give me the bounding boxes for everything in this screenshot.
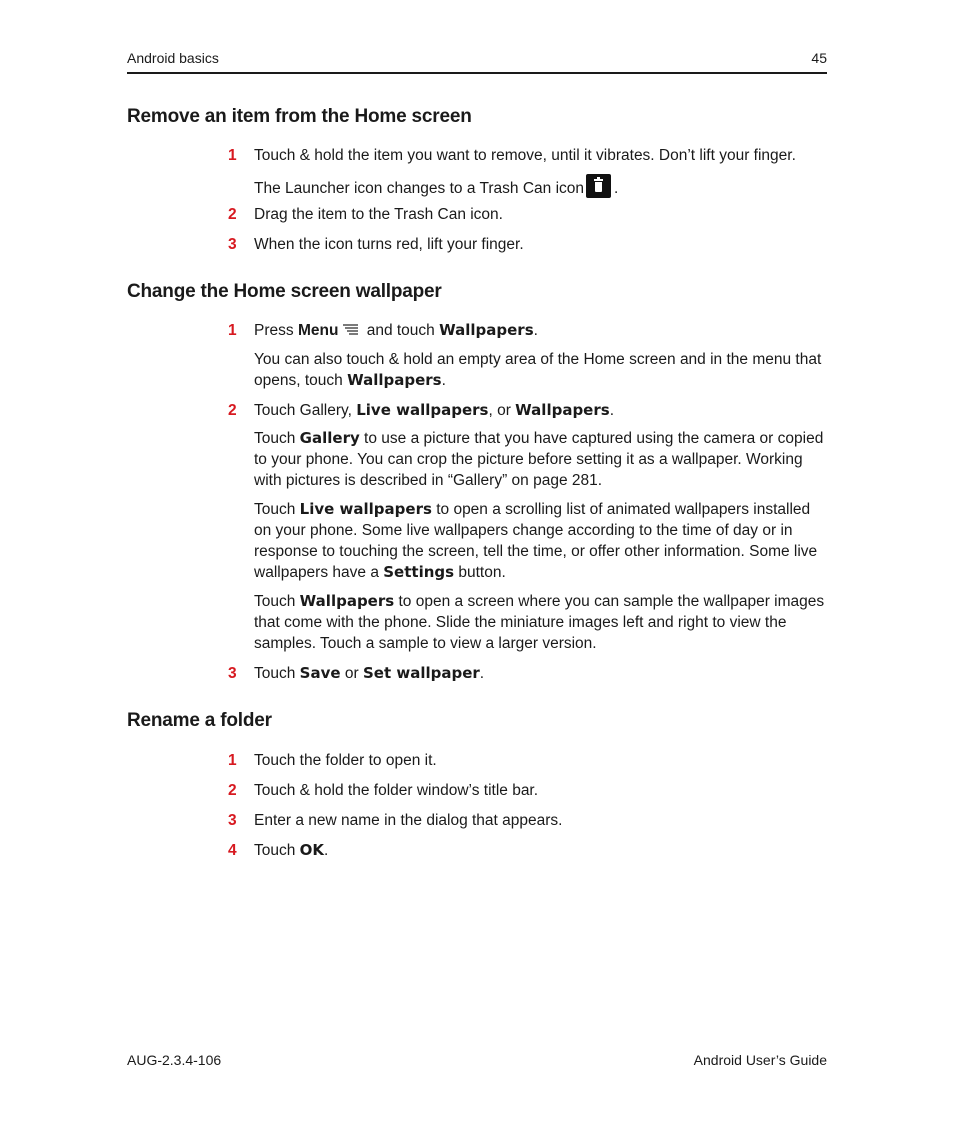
header-section-title: Android basics — [127, 50, 219, 66]
wallpapers-label: Wallpapers — [515, 401, 610, 419]
footer-guide-title: Android User’s Guide — [693, 1052, 827, 1068]
step-text: Drag the item to the Trash Can icon. — [254, 206, 503, 223]
text-run: to open a scrolling list of animated wallpapers installed on your phone. Some live wallpapers change according to the time of day or in response to touching the screen, tell the time, or offer other information. Some live wallpapers have a — [254, 501, 818, 581]
text-run: Touch — [254, 842, 300, 859]
note-end: . — [614, 180, 619, 197]
live-wallpapers-label: Live wallpapers — [356, 401, 489, 419]
ok-label: OK — [299, 841, 325, 859]
text-run: Press — [254, 322, 298, 339]
step-note — [254, 591, 826, 654]
trash-can-icon — [586, 174, 611, 198]
step-number: 2 — [228, 402, 237, 419]
text-run: . — [479, 665, 485, 682]
text-run: . — [324, 842, 329, 859]
step-number: 3 — [228, 812, 237, 829]
menu-label: Menu — [297, 322, 339, 339]
heading-change-wallpaper: Change the Home screen wallpaper — [127, 281, 442, 302]
text-run: Touch — [254, 665, 300, 682]
wallpapers-label: Wallpapers — [347, 371, 442, 389]
step-text: When the icon turns red, lift your finger. — [254, 236, 524, 253]
page-header — [127, 48, 827, 74]
menu-icon — [341, 323, 359, 337]
step-text — [254, 400, 826, 421]
step-text: Touch & hold the item you want to remove, until it vibrates. Don’t lift your finger. — [254, 147, 796, 164]
text-run: . — [609, 402, 614, 419]
step-text — [254, 320, 826, 341]
text-run: Touch — [254, 501, 300, 518]
footer-doc-id: AUG-2.3.4-106 — [127, 1052, 222, 1068]
note-text: The Launcher icon changes to a Trash Can icon — [254, 180, 585, 197]
text-run: to open a screen where you can sample the wallpaper images that come with the phone. Slide the miniature images left and right to view the samples. Touch a sample to view a larger version. — [254, 593, 825, 652]
text-run: or — [340, 665, 363, 682]
step-text: Touch the folder to open it. — [254, 752, 437, 769]
heading-remove-item: Remove an item from the Home screen — [127, 106, 472, 127]
step-number: 4 — [228, 842, 237, 859]
step-note — [254, 174, 826, 199]
step-text: Enter a new name in the dialog that appears. — [254, 812, 563, 829]
step-number: 2 — [228, 782, 237, 799]
text-run: Touch — [254, 593, 300, 610]
settings-label: Settings — [383, 563, 455, 581]
step-text — [254, 663, 826, 684]
save-label: Save — [299, 664, 341, 682]
step-number: 1 — [228, 147, 237, 164]
step-note — [254, 499, 826, 583]
step-note — [254, 428, 826, 491]
heading-rename-folder: Rename a folder — [127, 710, 272, 731]
text-run: You can also touch & hold an empty area of the Home screen and in the menu that opens, touch — [254, 351, 822, 389]
live-wallpapers-label: Live wallpapers — [299, 500, 432, 518]
step-number: 3 — [228, 665, 237, 682]
text-run: Touch Gallery, — [254, 402, 357, 419]
text-run: button. — [454, 564, 506, 581]
step-number: 3 — [228, 236, 237, 253]
step-text: Touch & hold the folder window’s title bar. — [254, 782, 539, 799]
gallery-label: Gallery — [299, 429, 360, 447]
wallpapers-label: Wallpapers — [439, 321, 534, 339]
step-number: 2 — [228, 206, 237, 223]
step-number: 1 — [228, 752, 237, 769]
text-run: . — [441, 372, 446, 389]
text-run: to use a picture that you have captured using the camera or copied to your phone. You can crop the picture before setting it as a wallpaper. Working with pictures is described in “Gallery” on page 281. — [254, 430, 824, 489]
header-page-number: 45 — [811, 50, 827, 66]
text-run: Touch — [254, 430, 300, 447]
text-run: . — [533, 322, 538, 339]
wallpapers-label: Wallpapers — [299, 592, 395, 610]
step-number: 1 — [228, 322, 237, 339]
text-run: , or — [488, 402, 516, 419]
text-run: and touch — [362, 322, 440, 339]
set-wallpaper-label: Set wallpaper — [362, 664, 480, 682]
step-text — [254, 840, 826, 861]
step-note — [254, 349, 826, 391]
